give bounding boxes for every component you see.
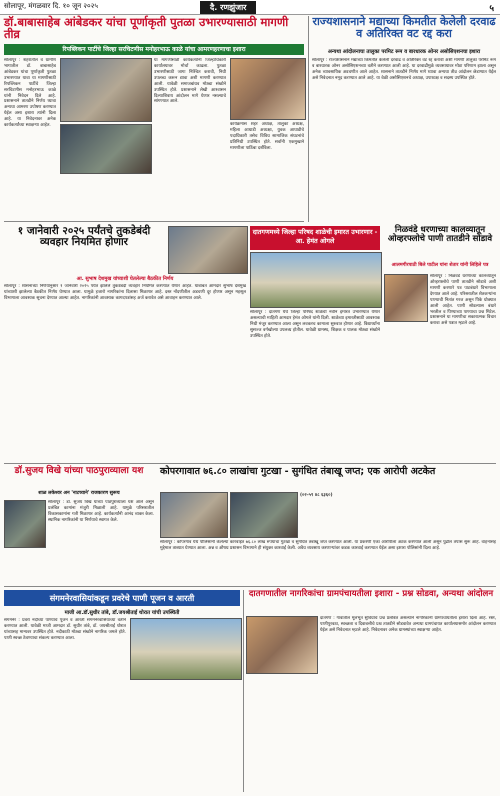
divider-vertical-bottom: [243, 590, 244, 792]
story5-headline: निळवंडे धरणाच्या कालव्यातून ओव्हरफ्लोचे पाणी तातडीने सोडावे: [387, 225, 493, 244]
story1-photo-top: [60, 58, 152, 122]
story4-headline: दातगणमध्ये जिल्हा परिषद शाळेची इमारत उभारणार - आ. हेमंत ओगले: [250, 226, 380, 250]
story4-text: सोलापूर : दातगण येथे जिल्हा परिषद शाळेची नवीन इमारत उभारण्यात येणार असल्याची माहिती आमदार हेमंत ओगले यांनी दिली. शाळेच्या इमारतीसाठी आवश्यक निधी मंजूर करण्यात आला असून लवकरच कामाला सुरुवात होणार आहे. विद्यार्थ्यांना सुसज्ज वर्गखोल्या उपलब्ध होतील. यावेळी ग्रामस्थ, शिक्षक व पालक मोठ्या संख्येने उपस्थित होते.: [250, 310, 380, 339]
divider-vertical-top: [308, 16, 309, 222]
story6-text: सोलापूर : डॉ. सुजय विखे यांच्या पाठपुराव्याला यश आले असून प्रलंबित कामांना मंजुरी मिळाली आहे. यामुळे परिसरातील विकासकामांना गती मिळणार आहे. कार्यकर्त्यांनी आनंद व्यक्त केला. स्थानिक नागरिकांनी या निर्णयाचे स्वागत केले.: [48, 500, 154, 523]
masthead-section: दै. रणझुंजार: [200, 1, 256, 14]
story7-phone: (०२-५९ ४८ ६३६०): [300, 493, 333, 498]
masthead: [0, 0, 500, 15]
divider-story7: [4, 586, 496, 587]
story1-band: रिपब्लिकन पार्टीचे जिल्हा सरचिटणीस मनोहरभाऊ काळे यांचा आमरणहरणाचा इशारा: [4, 44, 304, 55]
story3-text: सोलापूर : शासनाच्या निर्णयानुसार १ जानेवारी २०२५ पर्यंत झालेले तुकडेबंदी व्यवहार नियमित करण्यात येणार आहेत. याबाबत आमदार सुभाष देशमुख यांच्याशी झालेल्या बैठकीत निर्णय घेण्यात आला. यामुळे हजारो नागरिकांना दिलासा मिळणार आहे. दस्त नोंदणीतील अडचणी दूर होणार असून महसूल विभागाला आवश्यक सूचना देण्यात आल्या आहेत. नागरिकांनी आवश्यक कागदपत्रांसह अर्ज करावेत असे आवाहन करण्यात आले.: [4, 284, 246, 301]
story8-text: संगमनेर : प्रवरा नदीच्या पाण्याचे पूजन व आरती संगमनेरवासियांच्या वतीने करण्यात आली. यावेळी माजी आमदार डॉ. सुधीर तांबे, डॉ. जयश्रीताई थोरात यांच्यासह मान्यवर उपस्थित होते. नदीकाठी मोठ्या संख्येने नागरिक जमले होते. पाणी स्वच्छ ठेवण्याचा संकल्प करण्यात आला.: [4, 618, 126, 641]
story3-subhead: आ. सुभाष देशमुख यांच्याशी घेतलेल्या बैठकीत निर्णय: [76, 276, 174, 282]
story7-headline: कोपरगावात ७६.८० लाखांचा गुटखा - सुगंधित तंबाखू जप्त; एक आरोपी अटकेत: [160, 466, 436, 477]
story6-headline: डॉ.सुजय विखे यांच्या पाठपुराव्याला यश: [14, 466, 144, 476]
divider-story1: [4, 221, 304, 222]
story1-col-a: सोलापूर : शहरातील व ग्रामीण भागातील डॉ. बाबासाहेब आंबेडकर यांचा पूर्णाकृती पुतळा उभारण्यात यावा या मागणीसाठी रिपब्लिकन पार्टीचे जिल्हा सरचिटणीस मनोहरभाऊ काळे यांनी निवेदन दिले आहे. प्रशासनाने तातडीने निर्णय घ्यावा अन्यथा आमरण उपोषण करण्यात येईल असा इशारा त्यांनी दिला आहे. या निवेदनावर अनेक कार्यकर्त्यांच्या स्वाक्षऱ्या आहेत.: [4, 58, 56, 129]
story3-photo: [168, 226, 248, 274]
story3-headline: १ जानेवारी २०२५ पर्यंतचे तुकडेबंदी व्यवहार नियमित होणार: [17, 225, 151, 249]
story6-subhead: शाळ लकेश्वर अन 'नाटच्याने' राजकारण सुरूच: [38, 491, 120, 496]
divider-story3: [4, 463, 496, 464]
story9-text: दातगण : गावातील मूलभूत सुविधांचे प्रश्न प्रलंबित असल्याने नागरिकांनी ग्रामपंचायतीला इशारा दिला आहे. रस्ते, पाणीपुरवठा, स्वच्छता व दिवाबत्तीचे प्रश्न तातडीने सोडवावेत अन्यथा ग्रामपंचायत कार्यालयासमोर आंदोलन करण्यात येईल असे निवेदनात म्हटले आहे. निवेदनावर अनेक ग्रामस्थांच्या स्वाक्षऱ्या आहेत.: [320, 616, 496, 633]
story2-subhead: अन्यथा आंदोलनाचा तालुका परमिट रूम व बारधारक ओनर असोसिएशनचा इशारा: [327, 49, 481, 55]
story5-subhead: आलमगीरपाठी बिले पाटील यांना शेतार यांनी लिहिले पत्र: [391, 263, 489, 268]
story6-portrait: [4, 500, 46, 548]
story1-col-b: या मागणीसाठी कार्यकर्त्यांनी जिल्हाधिकारी कार्यालयावर मोर्चा काढला. पुतळा उभारणीसाठी जागा निश्चित करावी, निधी उपलब्ध करून द्यावा अशी मागणी करण्यात आली. यावेळी समाजबांधव मोठ्या संख्येने उपस्थित होते. प्रशासनाने लेखी आश्वासन दिल्याशिवाय आंदोलन मागे घेणार नसल्याचे सांगण्यात आले.: [154, 58, 226, 105]
page-number: ५: [489, 4, 494, 14]
story8-headline: संगमनेरवासियांकडून प्रवरेचे पाणी पूजन व आरती: [4, 590, 240, 606]
story5-text: सोलापूर : निळवंडे धरणाच्या कालव्यातून ओव्हरफ्लोचे पाणी तातडीने सोडावे अशी मागणी करणारे पत्र पाटबंधारे विभागाला देण्यात आले आहे. परिसरातील शेतकऱ्यांना पाण्याची नितांत गरज असून पिके धोक्यात आली आहेत. पाणी सोडल्यास बंधारे भरतील व पिण्याच्या पाण्याचा प्रश्न मिटेल. प्रशासनाने या मागणीचा सकारात्मक विचार करावा असे पत्रात म्हटले आहे.: [430, 274, 496, 327]
story9-photo: [246, 616, 318, 674]
masthead-date: सोलापूर, मंगळवार दि. १० जून २०२५: [4, 2, 98, 10]
story7-photo-left: [160, 492, 228, 538]
story5-portrait: [384, 274, 428, 322]
story2-text: सोलापूर : राज्यशासनाने मद्याच्या किमतीत केलेली दरवाढ व अतिरिक्त वट रद्द करावी अशी मागणी तालुका परमिट रूम व बारधारक ओनर असोसिएशनच्या वतीने करण्यात आली आहे. या दरवाढीमुळे व्यवसायावर मोठा परिणाम झाला असून अनेक व्यावसायिक अडचणीत आले आहेत. शासनाने तातडीने निर्णय मागे घ्यावा अन्यथा तीव्र आंदोलन छेडण्यात येईल असे निवेदनात नमूद करण्यात आले आहे. या वेळी असोसिएशनचे अध्यक्ष, उपाध्यक्ष व सदस्य उपस्थित होते.: [312, 58, 496, 81]
story1-photo-group: [230, 58, 306, 120]
story8-subhead: माजी आ.डॉ.सुधीर तांबे, डॉ.जयश्रीताई थोरात यांची उपस्थिती: [64, 610, 180, 616]
story1-photo-bottom: [60, 124, 152, 174]
story8-photo: [130, 618, 242, 680]
story1-col-c: कार्यक्रमास शहर अध्यक्ष, तालुका अध्यक्ष, महिला आघाडी अध्यक्षा, युवक आघाडीचे पदाधिकारी तसेच विविध सामाजिक संघटनांचे प्रतिनिधी उपस्थित होते. सर्वांनी एकमुखाने मागणीला पाठिंबा दर्शविला.: [230, 122, 304, 151]
story7-photo-mid: [230, 492, 298, 538]
story7-text: सोलापूर : कोपरगाव येथे पोलिसांनी केलेल्या कारवाईत ७६.८० लाख रुपयांचा गुटखा व सुगंधित तंबाखू जप्त करण्यात आली. या प्रकरणी एका आरोपीला अटक करण्यात आली असून पुढील तपास सुरू आहे. वाहनासह मुद्देमाल ताब्यात घेण्यात आला. अन्न व औषध प्रशासन विभागाने ही संयुक्त कारवाई केली. अवैध व्यवसाय करणाऱ्यांवर कडक कारवाई करण्यात येईल असा इशारा पोलिसांनी दिला आहे.: [160, 540, 496, 551]
story1-headline: डॉ.बाबासाहेब आंबेडकर यांचा पूर्णाकृती पुतळा उभारण्यासाठी मागणी तीव्र: [4, 15, 289, 42]
story4-photo: [250, 252, 382, 308]
story2-headline: राज्यशासनाने मद्याच्या किमतीत केलेली दरवाढ व अतिरिक्त वट रद्द करा: [312, 15, 496, 40]
story9-headline: दातगणातील नागरिकांचा ग्रामपंचायतीला इशारा - प्रश्न सोडवा, अन्यथा आंदोलन: [248, 589, 494, 599]
